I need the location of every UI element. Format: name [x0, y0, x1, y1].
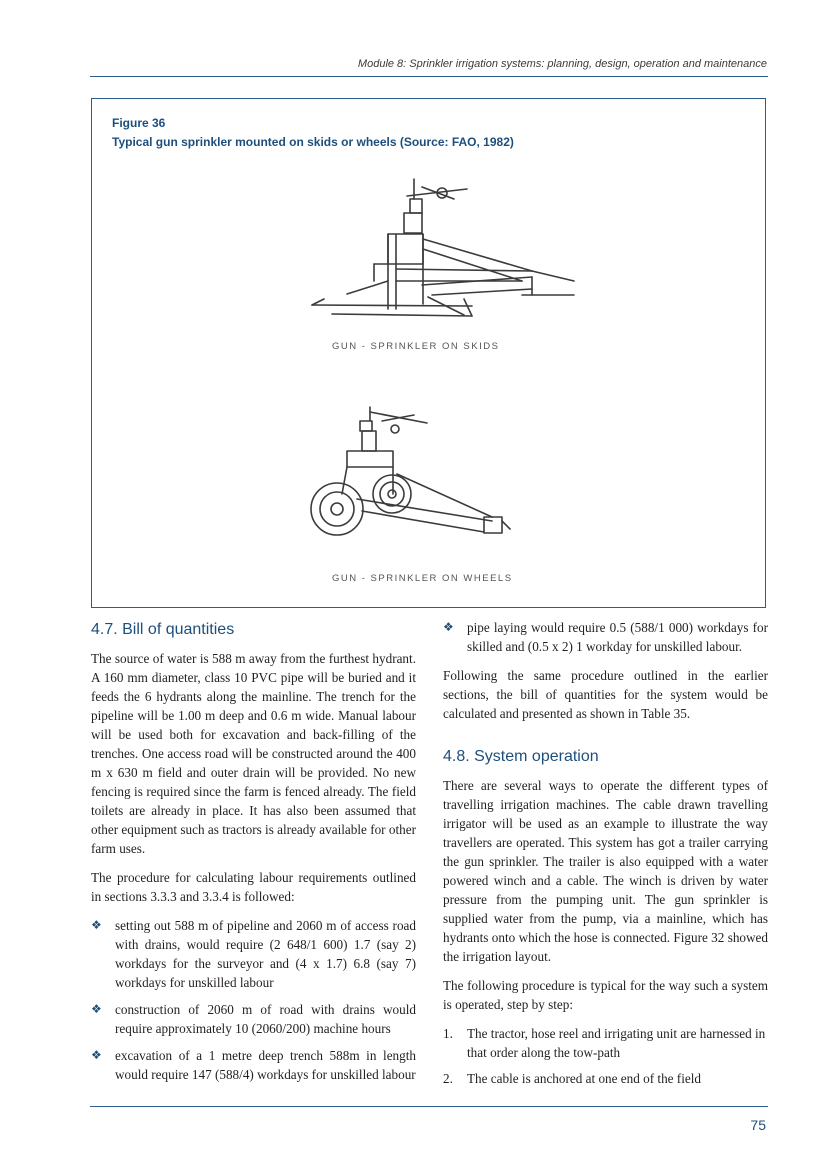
figure-number: Figure 36	[112, 116, 166, 130]
list-item	[443, 1069, 768, 1088]
left-column	[91, 618, 416, 1094]
page-number: 75	[750, 1117, 766, 1133]
figure-caption: Typical gun sprinkler mounted on skids or wheels (Source: FAO, 1982)	[112, 135, 514, 149]
list-item-text: excavation of a 1 metre deep trench 588m in length would require 147 (588/4) workdays for unskilled labour	[115, 1048, 416, 1082]
list-item-text: setting out 588 m of pipeline and 2060 m of access road with drains, would require (2 648/1 600) 1.7 (say 2) workdays for the surveyor and (4 x 1.7) 6.8 (say 7) workdays for unskilled labour	[115, 918, 416, 990]
diamond-bullet-icon: ❖	[91, 918, 102, 932]
label-gun-sprinkler-on-skids: GUN - SPRINKLER ON SKIDS	[332, 341, 500, 352]
section-4-7-heading: 4.7. Bill of quantities	[91, 621, 235, 638]
section-4-7-paragraph-3: Following the same procedure outlined in the earlier sections, the bill of quantities for the system would be calculated and presented as shown in Table 35.	[443, 668, 768, 721]
section-4-8-heading: 4.8. System operation	[443, 748, 599, 765]
list-item	[443, 1024, 768, 1062]
skid-sprinkler-illustration	[312, 179, 574, 316]
labour-bullet-list	[91, 916, 416, 1084]
step-number: 1.	[443, 1026, 453, 1041]
step-text: The cable is anchored at one end of the field	[467, 1071, 701, 1086]
diamond-bullet-icon: ❖	[91, 1048, 102, 1062]
list-item	[91, 916, 416, 992]
section-4-8-paragraph-1: There are several ways to operate the different types of travelling irrigation machines. The cable drawn travelling irrigator will be used as an example to illustrate the way travellers are operated. This system has got a trailer carrying the gun sprinkler. The trailer is also equipped with a water powered winch and a cable. The winch is driven by water pressure from the pumping unit. The gun sprinkler is supplied water from the pump, via a mainline, which has hydrants onto which the hose is connected. Figure 32 showed the irrigation layout.	[443, 778, 768, 964]
figure-36-box	[91, 98, 766, 608]
section-4-8-paragraph-2: The following procedure is typical for the way such a system is operated, step by step:	[443, 978, 768, 1012]
diamond-bullet-icon: ❖	[443, 620, 454, 634]
label-gun-sprinkler-on-wheels: GUN - SPRINKLER ON WHEELS	[332, 573, 513, 584]
section-4-7-paragraph-1: The source of water is 588 m away from the furthest hydrant. A 160 mm diameter, class 10 PVC pipe will be buried and it feeds the 6 hydrants along the mainline. The trench for the pipeline will be 1.00 m deep and 0.6 m wide. Manual labour will be used both for excavation and back-filling of the trenches. One access road will be constructed around the 400 m x 630 m field and outer drain will be provided. No new fencing is required since the farm is fenced already. The field toilets are already in place. It has also been assumed that other equipment such as tractors is already available for other farm uses.	[91, 651, 416, 856]
gun-sprinkler-drawing-icon	[92, 99, 765, 607]
step-text: The tractor, hose reel and irrigating unit are harnessed in that order along the tow-path	[467, 1026, 766, 1060]
header-divider	[90, 76, 768, 77]
operation-steps-list	[443, 1024, 768, 1088]
section-4-7-paragraph-2: The procedure for calculating labour requirements outlined in sections 3.3.3 and 3.3.4 is followed:	[91, 870, 416, 904]
right-column	[443, 618, 768, 1095]
list-item	[91, 1046, 416, 1084]
list-item	[443, 618, 768, 656]
diamond-bullet-icon: ❖	[91, 1002, 102, 1016]
footer-divider	[90, 1106, 768, 1107]
step-number: 2.	[443, 1071, 453, 1086]
running-header: Module 8: Sprinkler irrigation systems: planning, design, operation and maintenance	[357, 58, 767, 70]
list-item-text: construction of 2060 m of road with drains would require approximately 10 (2060/200) machine hours	[115, 1002, 416, 1036]
labour-bullet-list-continued	[443, 618, 768, 656]
list-item	[91, 1000, 416, 1038]
wheel-sprinkler-illustration	[311, 407, 510, 535]
list-item-text: pipe laying would require 0.5 (588/1 000) workdays for skilled and (0.5 x 2) 1 workday for unskilled labour.	[467, 620, 768, 654]
